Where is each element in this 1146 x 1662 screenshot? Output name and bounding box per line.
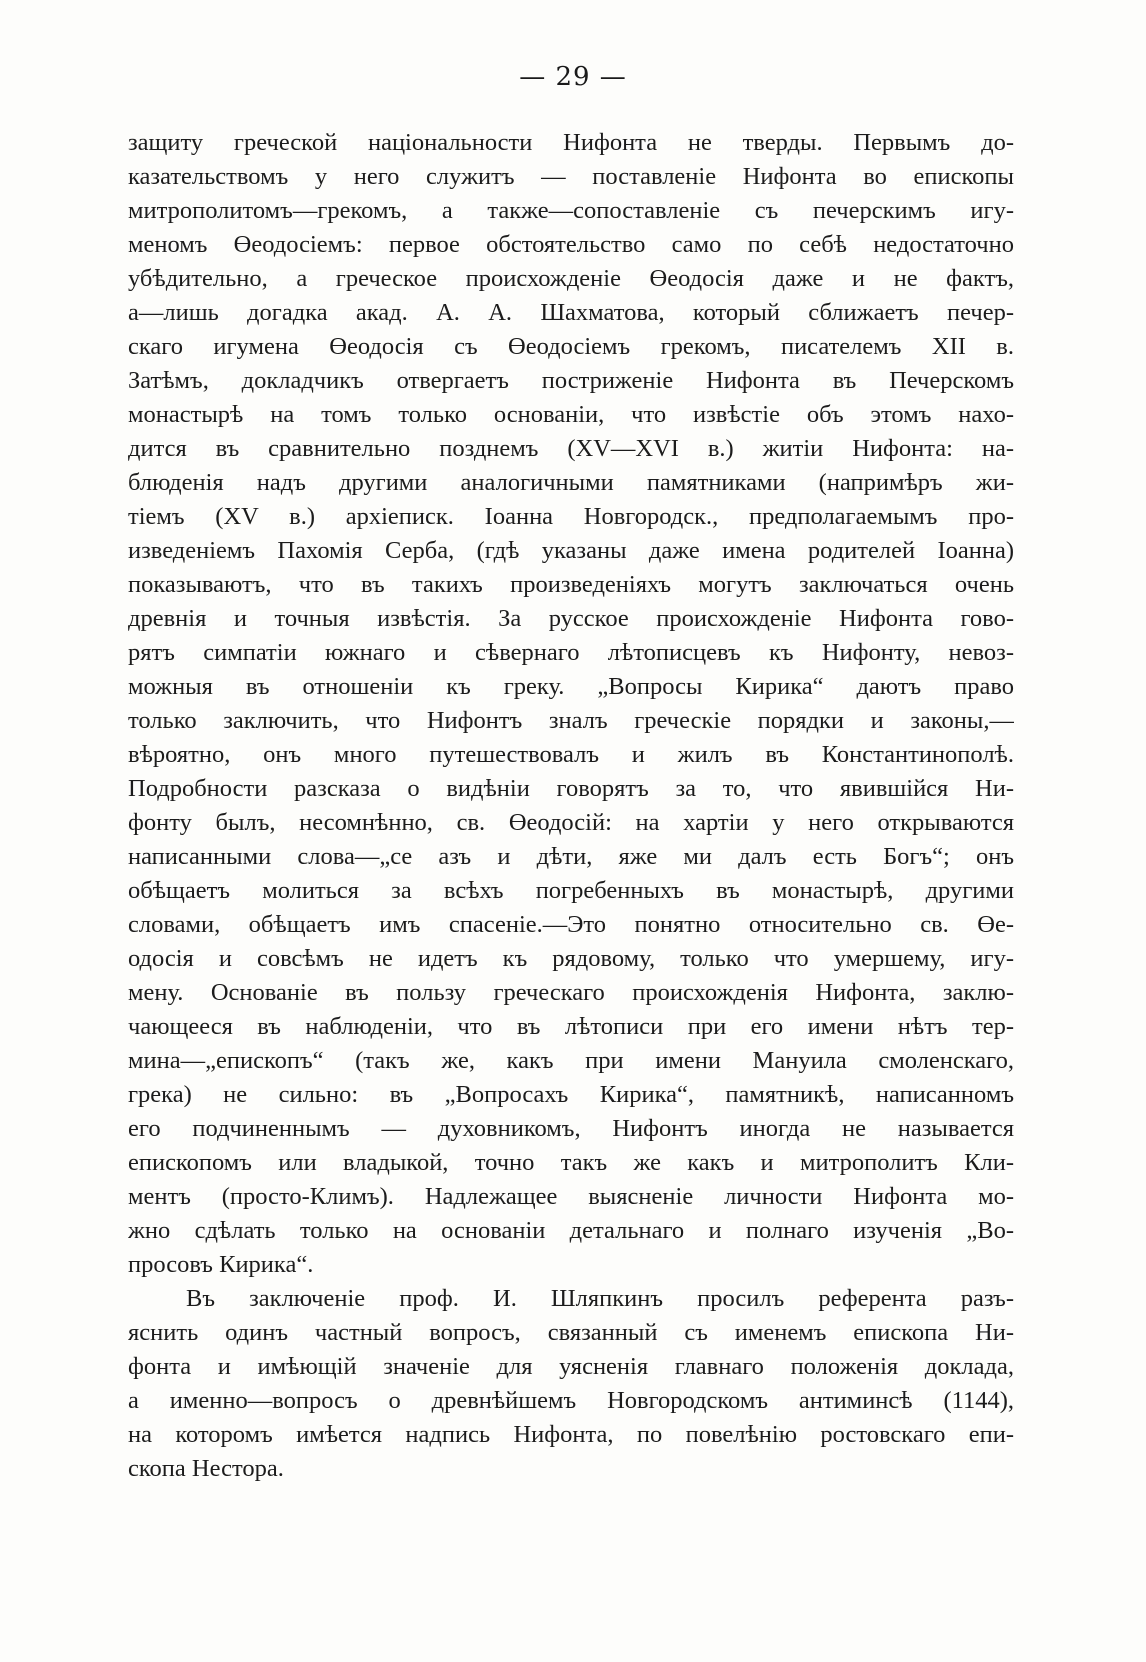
text-line: а именно—вопросъ о древнѣйшемъ Новгородскомъ антиминсѣ (1144), xyxy=(128,1387,1014,1414)
text-line: меномъ Өеодосіемъ: первое обстоятельство само по себѣ недостаточно xyxy=(128,231,1014,258)
text-line: мену. Основаніе въ пользу греческаго происхожденія Нифонта, заклю- xyxy=(128,979,1014,1006)
text-line: дится въ сравнительно позднемъ (XV—XVI в.) житіи Нифонта: на- xyxy=(128,435,1014,462)
page-number: — 29 — xyxy=(519,62,627,92)
text-line: грека) не сильно: въ „Вопросахъ Кирика“, памятникѣ, написанномъ xyxy=(128,1081,1014,1108)
text-line: фонта и имѣющій значеніе для уясненія главнаго положенія доклада, xyxy=(128,1353,1014,1380)
text-line: показываютъ, что въ такихъ произведеніяхъ могутъ заключаться очень xyxy=(128,571,1014,598)
text-line: одосія и совсѣмъ не идетъ къ рядовому, только что умершему, игу- xyxy=(128,945,1014,972)
text-line: блюденія надъ другими аналогичными памятниками (напримѣръ жи- xyxy=(128,469,1014,496)
text-line: на которомъ имѣется надпись Нифонта, по повелѣнію ростовскаго епи- xyxy=(128,1421,1014,1448)
text-line: вѣроятно, онъ много путешествовалъ и жилъ въ Константинополѣ. xyxy=(128,741,1014,768)
text-line: казательствомъ у него служитъ — поставленіе Нифонта во епископы xyxy=(128,163,1014,190)
text-line: ментъ (просто-Климъ). Надлежащее выясненіе личности Нифонта мо- xyxy=(128,1183,1014,1210)
text-line: Подробности разсказа о видѣніи говорятъ за то, что явившійся Ни- xyxy=(128,775,1014,802)
text-line: словами, обѣщаетъ имъ спасеніе.—Это понятно относительно св. Өе- xyxy=(128,911,1014,938)
text-line: убѣдительно, а греческое происхожденіе Өеодосія даже и не фактъ, xyxy=(128,265,1014,292)
text-line: можныя въ отношеніи къ греку. „Вопросы Кирика“ даютъ право xyxy=(128,673,1014,700)
text-line: митрополитомъ—грекомъ, а также—сопоставленіе съ печерскимъ игу- xyxy=(128,197,1014,224)
text-line: скаго игумена Өеодосія съ Өеодосіемъ грекомъ, писателемъ XII в. xyxy=(128,333,1014,360)
text-line: чающееся въ наблюденіи, что въ лѣтописи при его имени нѣтъ тер- xyxy=(128,1013,1014,1040)
body-text xyxy=(128,126,1014,1486)
text-line: епископомъ или владыкой, точно такъ же какъ и митрополитъ Кли- xyxy=(128,1149,1014,1176)
text-line: рятъ симпатіи южнаго и сѣвернаго лѣтописцевъ къ Нифонту, невоз- xyxy=(128,639,1014,666)
text-line: Затѣмъ, докладчикъ отвергаетъ постриженіе Нифонта въ Печерскомъ xyxy=(128,367,1014,394)
text-line: яснить одинъ частный вопросъ, связанный съ именемъ епископа Ни- xyxy=(128,1319,1014,1346)
text-line: его подчиненнымъ — духовникомъ, Нифонтъ иногда не называется xyxy=(128,1115,1014,1142)
text-line: тіемъ (XV в.) архіеписк. Іоанна Новгородск., предполагаемымъ про- xyxy=(128,503,1014,530)
text-line: монастырѣ на томъ только основаніи, что извѣстіе объ этомъ нахо- xyxy=(128,401,1014,428)
text-line: а—лишь догадка акад. А. А. Шахматова, который сближаетъ печер- xyxy=(128,299,1014,326)
text-line: скопа Нестора. xyxy=(128,1455,284,1482)
text-line: древнія и точныя извѣстія. За русское происхожденіе Нифонта гово- xyxy=(128,605,1014,632)
text-line: обѣщаетъ молиться за всѣхъ погребенныхъ въ монастырѣ, другими xyxy=(128,877,1014,904)
text-line: изведеніемъ Пахомія Серба, (гдѣ указаны даже имена родителей Іоанна) xyxy=(128,537,1014,564)
text-line: жно сдѣлать только на основаніи детальнаго и полнаго изученія „Во- xyxy=(128,1217,1014,1244)
text-line: просовъ Кирика“. xyxy=(128,1251,314,1278)
text-line: мина—„епископъ“ (такъ же, какъ при имени Мануила смоленскаго, xyxy=(128,1047,1014,1074)
text-line: Въ заключеніе проф. И. Шляпкинъ просилъ референта разъ- xyxy=(186,1285,1014,1312)
text-line: только заключить, что Нифонтъ зналъ греческіе порядки и законы,— xyxy=(128,707,1014,734)
text-line: фонту былъ, несомнѣнно, св. Өеодосій: на хартіи у него открываются xyxy=(128,809,1014,836)
text-line: написанными слова—„се азъ и дѣти, яже ми далъ есть Богъ“; онъ xyxy=(128,843,1014,870)
text-line: защиту греческой національности Нифонта не тверды. Первымъ до- xyxy=(128,129,1014,156)
